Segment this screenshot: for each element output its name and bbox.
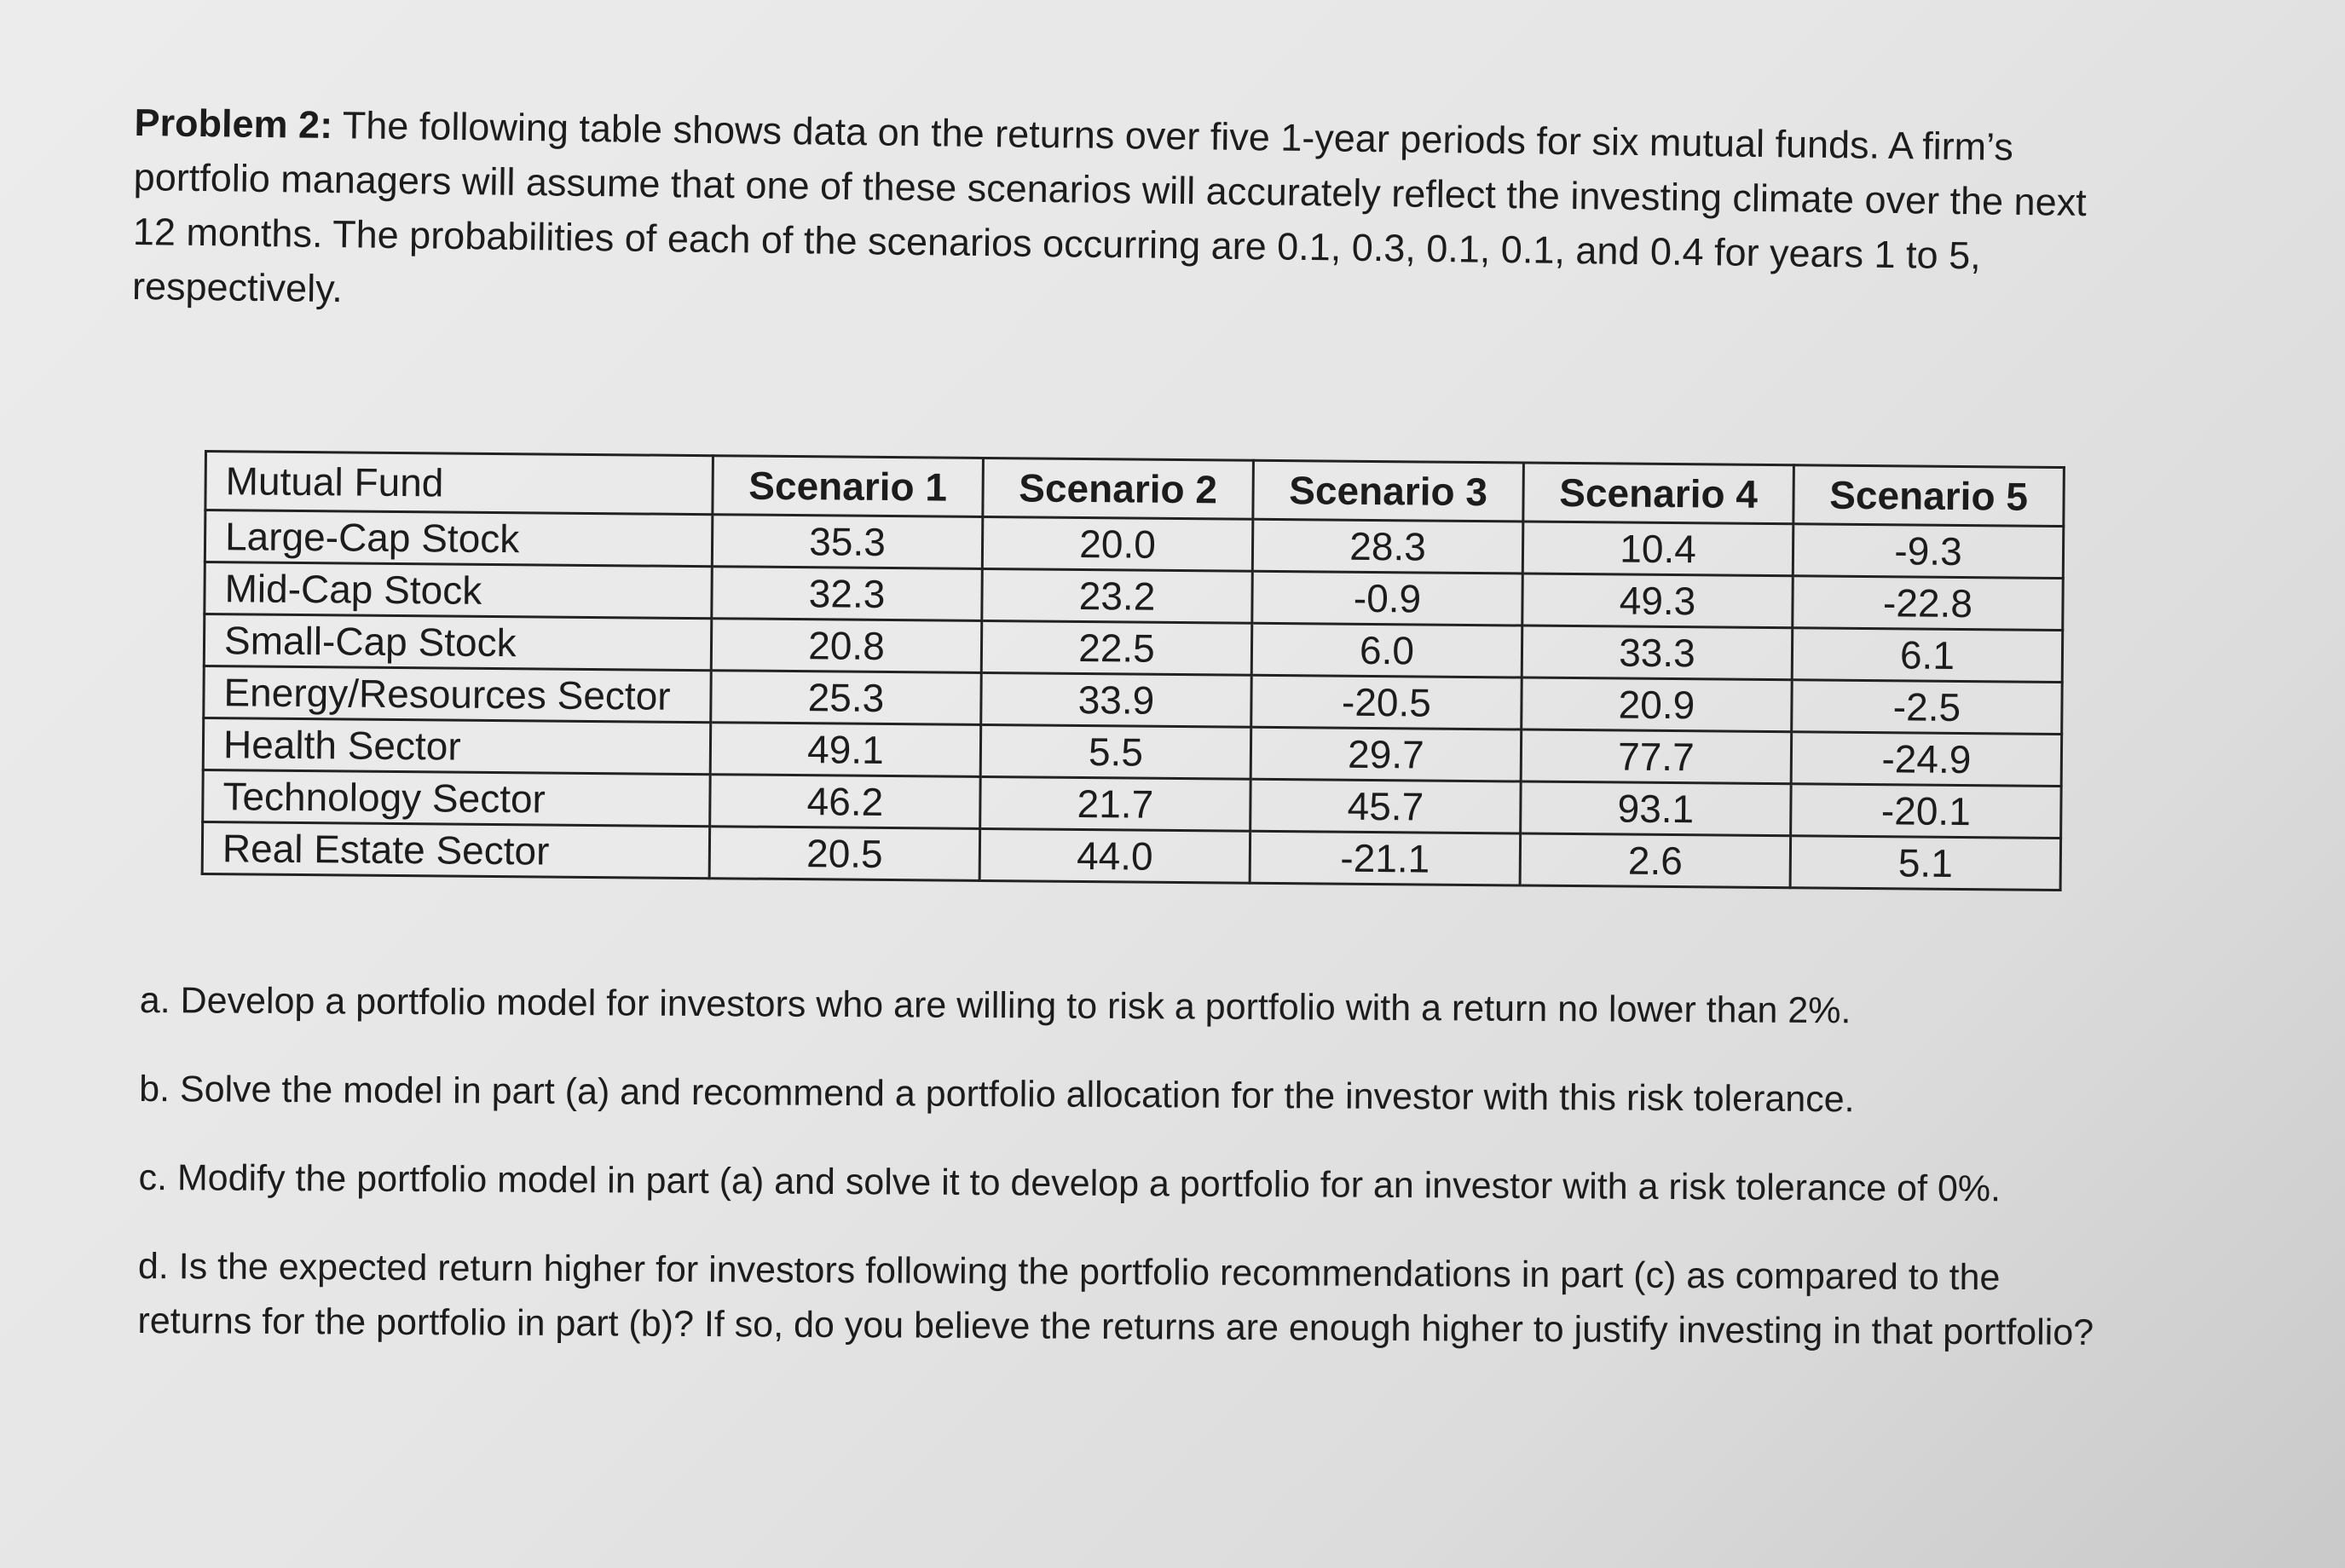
return-cell: 23.2 [982,568,1253,623]
question-c: c. Modify the portfolio model in part (a) and solve it to develop a portfolio for an investor with a risk tolerance of 0%. [138,1156,2001,1210]
return-cell: 93.1 [1521,781,1792,836]
return-cell: 20.0 [982,516,1253,571]
return-cell: 44.0 [979,828,1250,883]
return-cell: 29.7 [1250,727,1522,781]
return-cell: 6.0 [1251,623,1522,677]
return-cell: 33.3 [1522,625,1793,680]
return-cell: 21.7 [980,776,1251,831]
return-cell: 33.9 [981,672,1252,727]
return-cell: -2.5 [1792,680,2063,735]
problem-statement [132,95,2121,339]
fund-name: Small-Cap Stock [204,614,712,671]
return-cell: 77.7 [1521,729,1792,784]
question-d: d. Is the expected return higher for investors following the portfolio recommendations in part (c) as compared to the returns for the portfolio in part (b)? If so, do you believe the returns are enough higher to justify investing in that portfolio? [137,1245,2094,1354]
return-cell: -9.3 [1793,524,2064,579]
return-cell: -20.5 [1251,675,1522,729]
return-cell: 35.3 [712,515,983,569]
fund-name: Large-Cap Stock [205,510,713,567]
return-cell: 5.1 [1790,836,2061,891]
fund-name: Mid-Cap Stock [205,562,713,619]
problem-text: The following table shows data on the returns over five 1-year periods for six mutual funds. A firm’s portfolio managers will assume that one of these scenarios will accurately reflect the investing climate over the next 12 months. The probabilities of each of the scenarios occurring are 0.1, 0.3, 0.1, 0.1, and 0.4 for years 1 to 5, respectively. [131,103,2088,311]
return-cell: -0.9 [1252,571,1523,625]
question-list [137,973,2126,1394]
return-cell: -22.8 [1793,576,2064,631]
problem-label: Problem 2: [134,100,333,147]
header-scenario-4: Scenario 4 [1523,463,1794,524]
return-cell: 20.8 [711,619,982,673]
question-a: a. Develop a portfolio model for investors who are willing to risk a portfolio with a return no lower than 2%. [139,979,1851,1032]
return-cell: 22.5 [981,620,1252,675]
return-cell: 20.5 [709,827,980,881]
return-cell: 2.6 [1520,833,1791,888]
header-scenario-3: Scenario 3 [1253,460,1524,522]
header-scenario-2: Scenario 2 [983,458,1254,519]
question-b: b. Solve the model in part (a) and recommend a portfolio allocation for the investor with this risk tolerance. [139,1068,1855,1121]
return-cell: 20.9 [1522,677,1793,732]
return-cell: 49.3 [1522,574,1793,628]
return-cell: -24.9 [1791,732,2062,787]
return-cell: 49.1 [710,723,981,777]
header-scenario-1: Scenario 1 [713,456,984,517]
return-cell: 45.7 [1250,779,1522,833]
return-cell: 5.5 [980,724,1251,779]
header-mutual-fund: Mutual Fund [205,452,713,515]
return-cell: 25.3 [711,671,982,725]
return-cell: 46.2 [710,775,981,829]
return-cell: 6.1 [1792,628,2063,683]
header-scenario-5: Scenario 5 [1793,465,2065,527]
return-cell: 32.3 [712,567,983,621]
return-cell: 28.3 [1252,519,1523,574]
fund-name: Technology Sector [203,770,711,826]
return-cell: -21.1 [1250,831,1521,885]
fund-name: Energy/Resources Sector [204,666,712,723]
return-cell: -20.1 [1791,784,2062,839]
fund-name: Real Estate Sector [202,821,710,878]
returns-table [201,450,2065,891]
fund-name: Health Sector [203,718,711,775]
returns-table-container [201,450,2065,891]
return-cell: 10.4 [1522,522,1793,576]
